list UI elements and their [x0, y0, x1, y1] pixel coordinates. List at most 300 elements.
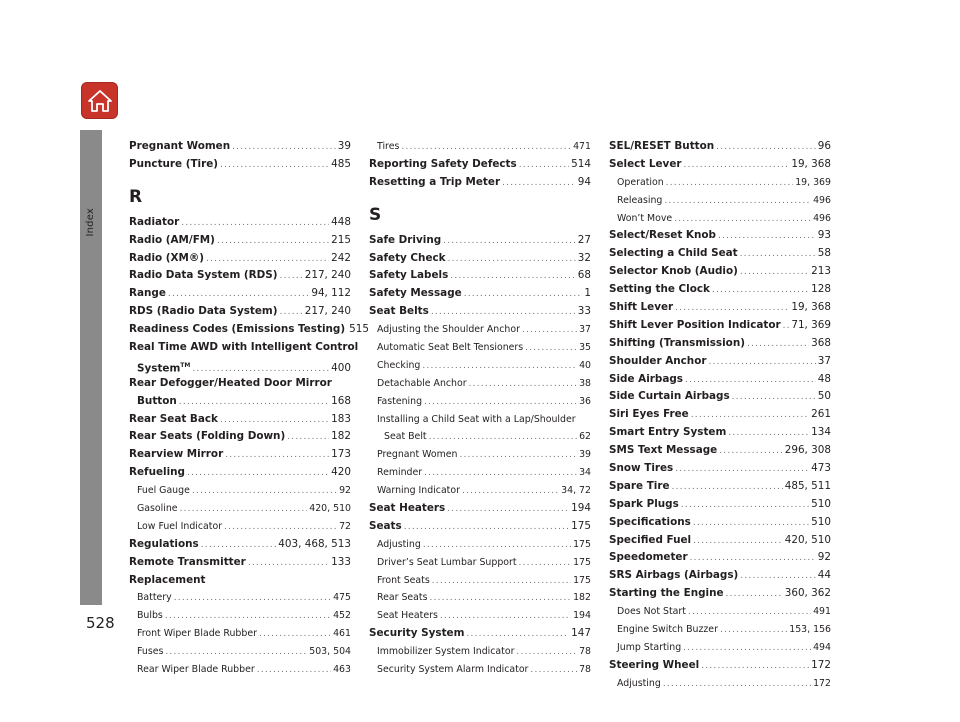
index-entry-security-system-alarm-indicator[interactable]	[369, 661, 591, 679]
index-entry-system[interactable]	[129, 357, 351, 375]
entry-term	[129, 339, 358, 357]
index-entry-range[interactable]	[129, 285, 351, 303]
entry-pages[interactable]: 194	[573, 610, 591, 622]
dot-leader	[280, 304, 303, 322]
index-entry-detachable-anchor[interactable]	[369, 375, 591, 393]
entry-pages[interactable]: 35	[579, 342, 591, 354]
entry-term	[377, 464, 422, 482]
index-entry-rear-wiper-blade-rubber[interactable]	[129, 661, 351, 679]
entry-term-text: Adjusting	[617, 677, 661, 689]
entry-pages[interactable]: 473	[811, 462, 831, 475]
entry-term-text: Setting the Clock	[609, 283, 710, 296]
entry-pages[interactable]: 58	[817, 247, 831, 260]
dot-leader	[248, 555, 329, 573]
section-letter-r: R	[129, 186, 143, 207]
entry-term	[609, 424, 726, 442]
entry-pages[interactable]: 94	[577, 175, 591, 188]
entry-term-text: Pregnant Women	[129, 140, 231, 152]
entry-pages[interactable]: 68	[577, 269, 591, 282]
entry-term-text: Specifications	[609, 515, 691, 528]
entry-pages[interactable]: 515	[349, 323, 369, 336]
index-entry-fastening[interactable]	[369, 393, 591, 411]
index-entry-readiness-codes-emissions-testing[interactable]	[129, 321, 369, 339]
entry-term	[377, 339, 523, 357]
dot-leader	[443, 233, 576, 251]
index-entry-radio-data-system-rds[interactable]	[129, 267, 351, 285]
dot-leader	[225, 447, 329, 465]
entry-pages[interactable]: 134	[811, 426, 831, 439]
entry-pages[interactable]: 96	[817, 140, 831, 152]
index-entry-resetting-a-trip-meter[interactable]	[369, 174, 591, 192]
index-entry-spark-plugs[interactable]	[609, 496, 831, 514]
entry-term-text: Spark Plugs	[609, 497, 679, 510]
index-entry-replacement[interactable]	[129, 572, 351, 590]
entry-pages[interactable]: 463	[333, 664, 351, 676]
entry-pages[interactable]: 147	[571, 627, 591, 640]
entry-term	[609, 460, 673, 478]
entry-term	[609, 317, 781, 335]
dot-leader	[450, 268, 575, 286]
entry-pages[interactable]: 420, 510	[784, 533, 831, 546]
entry-pages[interactable]: 175	[573, 574, 591, 586]
index-entry-specified-fuel[interactable]	[609, 532, 831, 550]
entry-term	[384, 428, 427, 446]
entry-term-text: SEL/RESET Button	[609, 140, 715, 152]
entry-pages[interactable]: 173	[331, 448, 351, 461]
index-entry-seat-belt[interactable]	[369, 428, 591, 446]
index-entry-low-fuel-indicator[interactable]	[129, 518, 351, 536]
entry-pages[interactable]: 92	[817, 551, 831, 564]
entry-term-text: Security System Alarm Indicator	[377, 664, 529, 676]
index-entry-fuses[interactable]	[129, 643, 351, 661]
entry-term	[609, 227, 716, 245]
entry-term-text: Detachable Anchor	[377, 377, 467, 389]
index-entry-pregnant-women[interactable]	[369, 446, 591, 464]
entry-term-text: Puncture (Tire)	[129, 157, 219, 170]
entry-term-text: Button	[137, 394, 177, 407]
entry-term-text: Fastening	[377, 395, 423, 407]
index-entry-releasing[interactable]	[609, 192, 831, 210]
entry-term	[129, 285, 166, 303]
entry-term-text: Shift Lever Position Indicator	[609, 318, 781, 331]
index-entry-side-curtain-airbags[interactable]	[609, 388, 831, 406]
entry-term	[609, 299, 673, 317]
entry-term	[129, 138, 230, 156]
entry-pages[interactable]: 368	[811, 336, 831, 349]
entry-pages[interactable]: 183	[331, 412, 351, 425]
index-entry-select-lever[interactable]	[609, 156, 831, 174]
entry-term-text: Low Fuel Indicator	[137, 520, 223, 532]
index-entry-puncture-tire[interactable]	[129, 156, 351, 174]
entry-term	[129, 375, 332, 393]
index-entry-front-wiper-blade-rubber[interactable]	[129, 625, 351, 643]
index-entry-seat-heaters[interactable]	[369, 607, 591, 625]
entry-pages[interactable]: 496	[813, 212, 831, 224]
entry-term-text: Real Time AWD with Intelligent Control	[129, 341, 359, 354]
dot-leader	[783, 318, 790, 336]
entry-pages[interactable]: 514	[571, 157, 591, 170]
entry-term-text: Rear Wiper Blade Rubber	[137, 664, 255, 676]
index-entry-seat-heaters[interactable]	[369, 500, 591, 518]
entry-term-text: Immobilizer System Indicator	[377, 646, 515, 658]
entry-pages[interactable]: 94, 112	[311, 287, 351, 300]
index-entry-reminder[interactable]	[369, 464, 591, 482]
index-entry-shift-lever-position-indicator[interactable]	[609, 317, 831, 335]
index-entry-starting-the-engine[interactable]	[609, 585, 831, 603]
index-entry-radio-xm[interactable]	[129, 250, 351, 268]
index-entry-regulations[interactable]	[129, 536, 351, 554]
entry-term	[377, 554, 517, 572]
index-entry-front-seats[interactable]	[369, 572, 591, 590]
index-entry-safe-driving[interactable]	[369, 232, 591, 250]
dot-leader	[448, 251, 576, 269]
entry-term	[609, 353, 706, 371]
index-entry-automatic-seat-belt-tensioners[interactable]	[369, 339, 591, 357]
entry-term-text: Refueling	[129, 466, 185, 479]
entry-pages[interactable]: 194	[571, 502, 591, 515]
dot-leader	[401, 139, 571, 157]
entry-term	[369, 303, 429, 321]
dot-leader	[168, 286, 309, 304]
entry-term	[377, 375, 467, 393]
entry-pages[interactable]: 420, 510	[309, 503, 351, 515]
entry-pages[interactable]: 33	[577, 305, 591, 318]
entry-pages[interactable]: 44	[817, 569, 831, 582]
index-entry-radio-am-fm[interactable]	[129, 232, 351, 250]
entry-term	[129, 303, 278, 321]
entry-term-text: Side Airbags	[609, 372, 683, 385]
entry-term-text: Engine Switch Buzzer	[617, 624, 718, 636]
index-entry-adjusting[interactable]	[369, 536, 591, 554]
index-entry-warning-indicator[interactable]	[369, 482, 591, 500]
entry-pages[interactable]: 37	[817, 354, 831, 367]
entry-pages[interactable]: 471	[573, 141, 591, 152]
entry-term-text: Readiness Codes (Emissions Testing)	[129, 323, 346, 336]
entry-term	[137, 589, 172, 607]
entry-pages[interactable]: 153, 156	[789, 624, 831, 636]
home-button[interactable]	[81, 82, 118, 119]
entry-pages[interactable]: 48	[817, 372, 831, 385]
entry-term-text: Seat Belt	[384, 431, 427, 443]
entry-term-text: Adjusting the Shoulder Anchor	[377, 324, 520, 336]
index-entry-snow-tires[interactable]	[609, 460, 831, 478]
entry-pages[interactable]: 213	[811, 265, 831, 278]
index-entry-speedometer[interactable]	[609, 549, 831, 567]
entry-pages[interactable]: 36	[579, 395, 591, 407]
entry-term	[617, 603, 686, 621]
dot-leader	[740, 264, 809, 282]
entry-pages[interactable]: 485	[331, 157, 351, 170]
entry-pages[interactable]: 242	[331, 251, 351, 264]
index-entry-specifications[interactable]	[609, 514, 831, 532]
index-entry-bulbs[interactable]	[129, 607, 351, 625]
index-entry-shifting-transmission[interactable]	[609, 335, 831, 353]
index-entry-rear-defogger-heated-door-mirror[interactable]	[129, 375, 351, 393]
entry-term-text: System	[137, 362, 181, 375]
entry-pages[interactable]: 217, 240	[304, 305, 351, 318]
index-entry-refueling[interactable]	[129, 464, 351, 482]
dot-leader	[675, 300, 789, 318]
entry-pages[interactable]: 510	[811, 497, 831, 510]
dot-leader	[220, 157, 329, 175]
entry-pages[interactable]: 510	[811, 515, 831, 528]
entry-pages[interactable]: 27	[577, 233, 591, 246]
entry-term-text: Selecting a Child Seat	[609, 247, 738, 260]
entry-term	[377, 446, 457, 464]
entry-term	[369, 500, 445, 518]
entry-term	[137, 607, 163, 625]
entry-pages[interactable]: 175	[571, 519, 591, 532]
entry-term	[129, 446, 223, 464]
entry-term	[129, 464, 185, 482]
entry-term-text: Gasoline	[137, 503, 178, 515]
index-entry-siri-eyes-free[interactable]	[609, 406, 831, 424]
index-entry-rear-seat-back[interactable]	[129, 411, 351, 429]
entry-term-text: SRS Airbags (Airbags)	[609, 569, 739, 582]
entry-term-text: Safety Check	[369, 251, 446, 264]
index-entry-engine-switch-buzzer[interactable]	[609, 621, 831, 639]
dot-leader	[740, 568, 815, 586]
index-entry-security-system[interactable]	[369, 625, 591, 643]
entry-pages[interactable]: 360, 362	[784, 587, 831, 600]
entry-pages[interactable]: 71, 369	[791, 318, 831, 331]
entry-pages[interactable]: 50	[817, 390, 831, 403]
index-entry-rds-radio-data-system[interactable]	[129, 303, 351, 321]
dot-leader	[447, 501, 569, 519]
index-entry-rearview-mirror[interactable]	[129, 446, 351, 464]
dot-leader	[224, 519, 337, 537]
index-entry-tires[interactable]	[369, 138, 591, 156]
entry-pages[interactable]: 32	[577, 251, 591, 264]
index-entry-reporting-safety-defects[interactable]	[369, 156, 591, 174]
index-entry-shoulder-anchor[interactable]	[609, 353, 831, 371]
entry-pages[interactable]: 78	[579, 646, 591, 658]
entry-term	[377, 357, 420, 375]
index-entry-selecting-a-child-seat[interactable]	[609, 245, 831, 263]
entry-pages[interactable]: 448	[331, 215, 351, 228]
entry-pages[interactable]: 19, 368	[791, 157, 831, 170]
dot-leader	[675, 461, 809, 479]
index-entry-driver-s-seat-lumbar-support[interactable]	[369, 554, 591, 572]
entry-pages[interactable]: 403, 468, 513	[278, 537, 351, 550]
index-entry-seat-belts[interactable]	[369, 303, 591, 321]
entry-pages[interactable]: 182	[331, 430, 351, 443]
entry-pages[interactable]: 494	[813, 641, 831, 653]
index-entry-side-airbags[interactable]	[609, 371, 831, 389]
entry-term-text: Front Seats	[377, 574, 430, 586]
dot-leader	[187, 465, 329, 483]
dot-leader	[693, 515, 809, 533]
index-entry-smart-entry-system[interactable]	[609, 424, 831, 442]
entry-pages[interactable]: 485, 511	[784, 479, 831, 492]
entry-pages[interactable]: 172	[813, 677, 831, 689]
dot-leader	[519, 157, 569, 175]
entry-pages[interactable]: 40	[579, 359, 591, 371]
index-entry-operation[interactable]	[609, 174, 831, 192]
index-entry-selector-knob-audio[interactable]	[609, 263, 831, 281]
entry-pages[interactable]: 400	[331, 362, 351, 375]
entry-term	[369, 232, 441, 250]
entry-pages[interactable]: 72	[339, 520, 351, 532]
index-entry-gasoline[interactable]	[129, 500, 351, 518]
entry-term-text: Battery	[137, 592, 172, 604]
entry-pages[interactable]: 496	[813, 194, 831, 206]
entry-pages[interactable]: 93	[817, 229, 831, 242]
entry-pages[interactable]: 38	[579, 377, 591, 389]
dot-leader	[422, 358, 577, 376]
entry-term-text: Radio (XM®)	[129, 251, 205, 264]
entry-term-text: SMS Text Message	[609, 444, 718, 457]
index-entry-safety-message[interactable]	[369, 285, 591, 303]
index-entry-adjusting[interactable]	[609, 675, 831, 693]
entry-term-text: Specified Fuel	[609, 533, 692, 546]
entry-term-text: Range	[129, 287, 166, 300]
entry-pages[interactable]: 182	[573, 592, 591, 604]
entry-term	[609, 585, 724, 603]
index-entry-rear-seats-folding-down[interactable]	[129, 428, 351, 446]
index-entry-safety-labels[interactable]	[369, 267, 591, 285]
index-entry-radiator[interactable]	[129, 214, 351, 232]
section-letter-s: S	[369, 204, 382, 225]
entry-term	[137, 643, 163, 661]
entry-term	[609, 245, 738, 263]
dot-leader	[684, 157, 790, 175]
dot-leader	[522, 322, 577, 340]
entry-pages[interactable]: 1	[584, 287, 591, 300]
entry-pages[interactable]: 503, 504	[309, 646, 351, 658]
index-entry-fuel-gauge[interactable]	[129, 482, 351, 500]
index-column-3	[609, 138, 831, 693]
entry-pages[interactable]: 19, 369	[795, 176, 831, 188]
entry-pages[interactable]: 92	[339, 485, 351, 497]
index-entry-button[interactable]	[129, 393, 351, 411]
index-entry-setting-the-clock[interactable]	[609, 281, 831, 299]
dot-leader	[663, 676, 811, 694]
dot-leader	[459, 447, 577, 465]
entry-term	[617, 675, 661, 693]
entry-pages[interactable]: 475	[333, 592, 351, 604]
entry-term	[129, 214, 179, 232]
entry-pages[interactable]: 491	[813, 606, 831, 618]
entry-pages[interactable]: 261	[811, 408, 831, 421]
index-entry-srs-airbags-airbags[interactable]	[609, 567, 831, 585]
index-entry-won-t-move[interactable]	[609, 210, 831, 228]
dot-leader	[688, 604, 811, 622]
entry-term-text: Won’t Move	[617, 212, 673, 224]
entry-term-text: Radiator	[129, 215, 180, 228]
entry-term	[609, 496, 679, 514]
entry-pages[interactable]: 78	[579, 664, 591, 676]
index-entry-sms-text-message[interactable]	[609, 442, 831, 460]
entry-term	[369, 250, 446, 268]
index-entry-select-reset-knob[interactable]	[609, 227, 831, 245]
dot-leader	[232, 139, 336, 157]
index-entry-sel-reset-button[interactable]	[609, 138, 831, 156]
entry-pages[interactable]: 296, 308	[784, 444, 831, 457]
entry-pages[interactable]: 128	[811, 283, 831, 296]
dot-leader	[464, 286, 583, 304]
dot-leader	[732, 389, 816, 407]
dot-leader	[691, 407, 809, 425]
dot-leader	[429, 590, 571, 608]
entry-term-text: Shoulder Anchor	[609, 354, 707, 367]
entry-term	[137, 661, 255, 679]
dot-leader	[423, 537, 571, 555]
entry-term	[137, 393, 177, 411]
entry-term	[369, 267, 448, 285]
entry-term-text: Fuses	[137, 646, 164, 658]
dot-leader	[718, 228, 816, 246]
entry-term	[377, 138, 399, 156]
entry-term	[137, 500, 178, 518]
entry-pages[interactable]: 452	[333, 610, 351, 622]
index-entry-real-time-awd-with-intelligent-control[interactable]	[129, 339, 359, 357]
entry-pages[interactable]: 39	[579, 449, 591, 461]
index-entry-remote-transmitter[interactable]	[129, 554, 351, 572]
dot-leader	[174, 590, 331, 608]
entry-term-text: Select Lever	[609, 157, 682, 170]
entry-pages[interactable]: 168	[331, 394, 351, 407]
entry-term-text: Siri Eyes Free	[609, 408, 689, 421]
entry-term-text: Fuel Gauge	[137, 485, 190, 497]
entry-term	[609, 371, 683, 389]
index-entry-seats[interactable]	[369, 518, 591, 536]
entry-term-text: Rearview Mirror	[129, 448, 224, 461]
index-entry-battery[interactable]	[129, 589, 351, 607]
index-entry-adjusting-the-shoulder-anchor[interactable]	[369, 321, 591, 339]
entry-pages[interactable]: 217, 240	[304, 269, 351, 282]
entry-pages[interactable]: 215	[331, 233, 351, 246]
entry-term	[129, 250, 204, 268]
entry-pages[interactable]: 172	[811, 658, 831, 671]
entry-pages[interactable]: 175	[573, 538, 591, 550]
index-entry-rear-seats[interactable]	[369, 589, 591, 607]
dot-leader	[165, 644, 307, 662]
index-entry-spare-tire[interactable]	[609, 478, 831, 496]
index-entry-does-not-start[interactable]	[609, 603, 831, 621]
entry-pages[interactable]: 19, 368	[791, 301, 831, 314]
index-entry-safety-check[interactable]	[369, 250, 591, 268]
entry-pages[interactable]: 37	[579, 324, 591, 336]
index-entry-steering-wheel[interactable]	[609, 657, 831, 675]
entry-pages[interactable]: 39	[337, 140, 351, 152]
entry-pages[interactable]: 461	[333, 628, 351, 640]
entry-term-text: Safety Labels	[369, 269, 449, 282]
entry-term-text: Bulbs	[137, 610, 163, 622]
entry-pages[interactable]: 34, 72	[561, 485, 591, 497]
index-entry-installing-a-child-seat-with-a-lap-shoulder[interactable]	[369, 411, 591, 429]
entry-term-text: Radio Data System (RDS)	[129, 269, 278, 282]
entry-term-text: Resetting a Trip Meter	[369, 175, 501, 188]
index-entry-immobilizer-system-indicator[interactable]	[369, 643, 591, 661]
entry-pages[interactable]: 34	[579, 467, 591, 479]
index-entry-jump-starting[interactable]	[609, 639, 831, 657]
entry-pages[interactable]: 62	[579, 431, 591, 443]
index-entry-shift-lever[interactable]	[609, 299, 831, 317]
entry-term-text: Seat Heaters	[377, 610, 438, 622]
entry-pages[interactable]: 420	[331, 466, 351, 479]
entry-term	[129, 321, 345, 339]
index-entry-pregnant-women[interactable]	[129, 138, 351, 156]
index-entry-checking[interactable]	[369, 357, 591, 375]
entry-term-text: Remote Transmitter	[129, 555, 246, 568]
entry-term-text: Seats	[369, 519, 402, 532]
dot-leader	[257, 662, 331, 680]
dot-leader	[192, 483, 337, 501]
entry-pages[interactable]: 175	[573, 556, 591, 568]
entry-pages[interactable]: 133	[331, 555, 351, 568]
dot-leader	[719, 443, 783, 461]
